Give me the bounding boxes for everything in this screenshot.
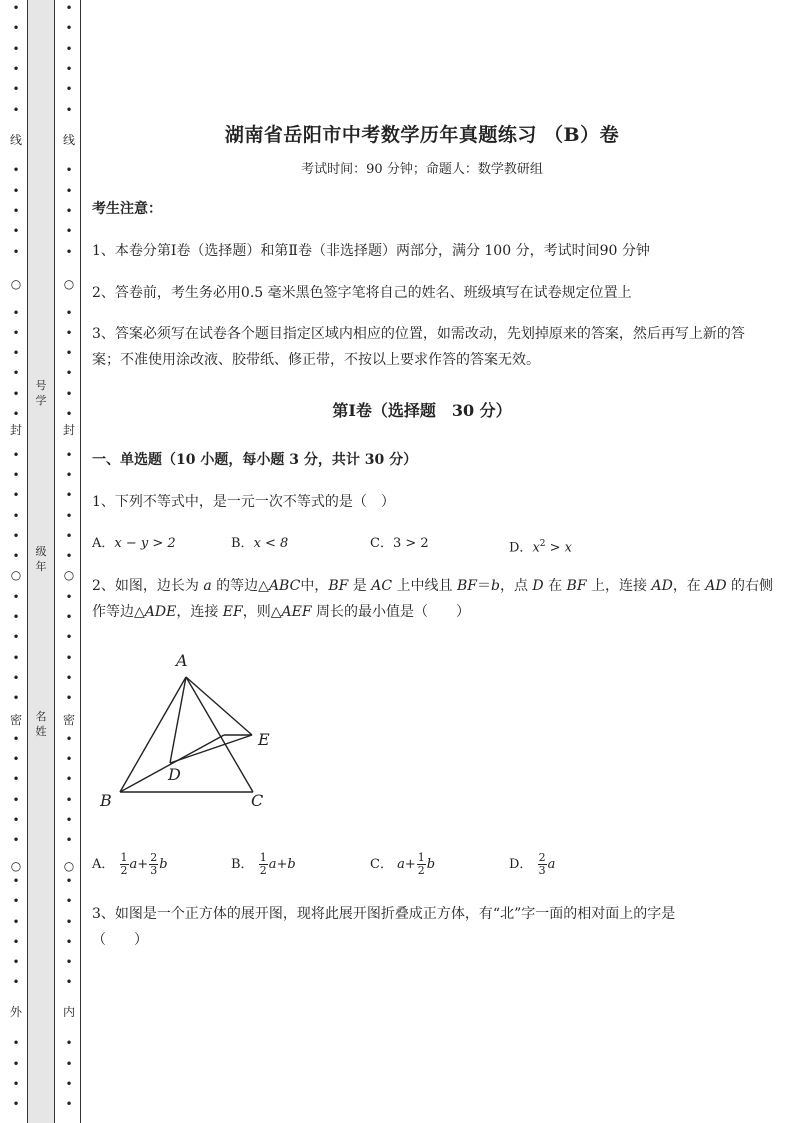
outer-dot: •	[12, 21, 20, 36]
outer-dot: •	[12, 650, 20, 665]
label-d: D	[168, 765, 181, 784]
q2-option-c[interactable]: C． a+ $\frac{1}{2}$ b	[370, 851, 436, 877]
inner-seal-column	[62, 0, 76, 1123]
inner-dot: •	[65, 894, 73, 909]
outer-dot: •	[12, 224, 20, 239]
outer-dot: •	[12, 1097, 20, 1112]
outer-dot: •	[12, 914, 20, 929]
outer-dot: •	[12, 610, 20, 624]
outer-dot: •	[12, 549, 20, 564]
q1-option-c[interactable]: C．3 > 2	[370, 536, 429, 551]
inner-dot: •	[65, 934, 73, 949]
outer-dot: •	[12, 488, 20, 503]
q1-option-a[interactable]: A．x − y > 2	[92, 536, 176, 551]
outer-dot: •	[12, 407, 20, 421]
outer-label: 密	[9, 713, 22, 727]
inner-dot: •	[65, 772, 73, 787]
outer-dot: •	[12, 82, 20, 97]
inner-dot: •	[65, 508, 73, 523]
inner-dot: •	[65, 731, 73, 746]
question-2-stem-line-2: 作等边△ADE，连接 EF，则△AEF 周长的最小值是（ ）	[92, 604, 471, 620]
outer-dot: •	[12, 1, 20, 15]
inner-dot: •	[65, 1076, 73, 1091]
inner-dot: •	[65, 82, 73, 97]
student-number-label: 号 学	[35, 379, 47, 407]
inner-label: ○	[63, 859, 75, 873]
notice-item-3: 3、答案必须写在试卷各个题目指定区域内相应的位置，如需改动，先划掉原来的答案，然后再写上新的答案；不准使用涂改液、胶带纸、修正带，不按以上要求作答的答案无效。	[92, 326, 745, 368]
inner-dot: •	[65, 691, 73, 706]
inner-dot: •	[65, 914, 73, 929]
inner-dot: •	[65, 21, 73, 36]
section-title: 第Ⅰ卷（选择题 30 分）	[332, 401, 512, 420]
inner-label: 封	[62, 423, 75, 437]
segment-de	[170, 735, 252, 763]
inner-dot: •	[65, 183, 73, 198]
notice-item-2: 2、答卷前，考生务必用0.5 毫米黑色签字笔将自己的姓名、班级填写在试卷规定位置上	[92, 285, 632, 301]
inner-dot: •	[65, 224, 73, 239]
outer-label: 线	[9, 133, 22, 147]
inner-dot: •	[65, 244, 73, 259]
inner-dot: •	[65, 833, 73, 848]
outer-dot: •	[12, 508, 20, 523]
outer-dot: •	[12, 204, 20, 218]
outer-dot: •	[12, 528, 20, 543]
outer-dot: •	[12, 244, 20, 259]
part-heading: 一、单选题（10 小题，每小题 3 分，共计 30 分）	[92, 452, 418, 468]
q2-option-a[interactable]: A． $\frac{1}{2}$ a+ $\frac{2}{3}$ b	[92, 851, 168, 877]
outer-dot: •	[12, 366, 20, 381]
inner-dot: •	[65, 1036, 73, 1051]
question-3-stem-line-1: 3、如图是一个正方体的展开图，现将此展开图折叠成正方体，有“北”字一面的相对面上的字是	[92, 906, 676, 922]
q2-option-d[interactable]: D． $\frac{2}{3}$ a	[509, 851, 556, 877]
exam-title: 湖南省岳阳市中考数学历年真题练习 （B）卷	[224, 124, 620, 146]
outer-dot: •	[12, 1036, 20, 1051]
inner-dot: •	[65, 1097, 73, 1112]
outer-dot: •	[12, 102, 20, 117]
grade-label: 级 年	[35, 545, 47, 573]
outer-dot: •	[12, 731, 20, 746]
outer-dot: •	[12, 386, 20, 401]
label-a: A	[176, 651, 188, 670]
outer-dot: •	[12, 1056, 20, 1071]
inner-dot: •	[65, 325, 73, 340]
question-2-stem-line-1: 2、如图，边长为 a 的等边△ABC中，BF 是 AC 上中线且 BF＝b，点 D 在 BF 上，连接 AD，在 AD 的右侧	[92, 578, 774, 594]
inner-dot: •	[65, 366, 73, 381]
inner-dot: •	[65, 528, 73, 543]
outer-dot: •	[12, 447, 20, 462]
question-1-options	[92, 531, 752, 557]
exam-subtitle: 考试时间：90 分钟；命题人：数学教研组	[301, 162, 543, 177]
outer-label: 外	[9, 1005, 22, 1019]
inner-dot: •	[65, 792, 73, 807]
label-e: E	[258, 730, 270, 749]
inner-dot: •	[65, 467, 73, 482]
q1-option-d[interactable]: D．$x^2 > x$	[509, 539, 573, 556]
inner-dot: •	[65, 670, 73, 685]
outer-dot: •	[12, 792, 20, 807]
outer-dot: •	[12, 1076, 20, 1091]
inner-dot: •	[65, 41, 73, 56]
inner-dot: •	[65, 589, 73, 604]
outer-label: ○	[10, 568, 22, 582]
inner-dot: •	[65, 975, 73, 990]
inner-dot: •	[65, 752, 73, 767]
inner-dot: •	[65, 163, 73, 178]
inner-dot: •	[65, 1, 73, 15]
margin-rule	[80, 0, 81, 1123]
inner-label: ○	[63, 277, 75, 291]
q1-option-b[interactable]: B．x < 8	[231, 536, 289, 551]
inner-dot: •	[65, 813, 73, 827]
outer-label: ○	[10, 859, 22, 873]
question-2-options	[92, 852, 752, 878]
outer-dot: •	[12, 630, 20, 645]
name-label: 名 姓	[35, 710, 47, 738]
outer-dot: •	[12, 61, 20, 76]
outer-dot: •	[12, 772, 20, 787]
outer-dot: •	[12, 183, 20, 198]
label-b: B	[100, 791, 112, 810]
outer-dot: •	[12, 955, 20, 970]
inner-dot: •	[65, 346, 73, 361]
inner-dot: •	[65, 873, 73, 888]
inner-dot: •	[65, 447, 73, 462]
label-c: C	[251, 791, 264, 810]
segment-ae	[186, 677, 252, 735]
binding-margin	[0, 0, 82, 1123]
triangle-figure	[92, 648, 292, 818]
q2-option-b[interactable]: B． $\frac{1}{2}$ a+b	[231, 851, 296, 877]
question-1-stem: 1、下列不等式中，是一元一次不等式的是（ ）	[92, 494, 395, 510]
inner-label: ○	[63, 568, 75, 582]
outer-dot: •	[12, 589, 20, 604]
outer-dot: •	[12, 752, 20, 767]
outer-dot: •	[12, 346, 20, 361]
outer-dot: •	[12, 813, 20, 827]
outer-seal-column	[9, 0, 23, 1123]
outer-dot: •	[12, 873, 20, 888]
inner-dot: •	[65, 407, 73, 421]
outer-dot: •	[12, 975, 20, 990]
inner-dot: •	[65, 488, 73, 503]
outer-dot: •	[12, 305, 20, 320]
inner-dot: •	[65, 610, 73, 624]
inner-dot: •	[65, 955, 73, 970]
outer-dot: •	[12, 325, 20, 340]
notice-heading: 考生注意：	[92, 201, 162, 217]
inner-dot: •	[65, 204, 73, 218]
inner-dot: •	[65, 630, 73, 645]
inner-label: 内	[62, 1005, 75, 1019]
inner-dot: •	[65, 305, 73, 320]
inner-dot: •	[65, 61, 73, 76]
outer-dot: •	[12, 467, 20, 482]
outer-dot: •	[12, 691, 20, 706]
inner-label: 密	[62, 713, 75, 727]
outer-label: ○	[10, 277, 22, 291]
inner-dot: •	[65, 386, 73, 401]
outer-dot: •	[12, 833, 20, 848]
outer-dot: •	[12, 934, 20, 949]
inner-dot: •	[65, 102, 73, 117]
inner-dot: •	[65, 549, 73, 564]
outer-label: 封	[9, 423, 22, 437]
question-3-stem-line-2: （ ）	[92, 932, 148, 948]
inner-dot: •	[65, 650, 73, 665]
inner-label: 线	[62, 133, 75, 147]
inner-dot: •	[65, 1056, 73, 1071]
outer-dot: •	[12, 670, 20, 685]
notice-item-1: 1、本卷分第Ⅰ卷（选择题）和第Ⅱ卷（非选择题）两部分，满分 100 分，考试时间90 分钟	[92, 243, 650, 259]
outer-dot: •	[12, 894, 20, 909]
outer-dot: •	[12, 163, 20, 178]
outer-dot: •	[12, 41, 20, 56]
